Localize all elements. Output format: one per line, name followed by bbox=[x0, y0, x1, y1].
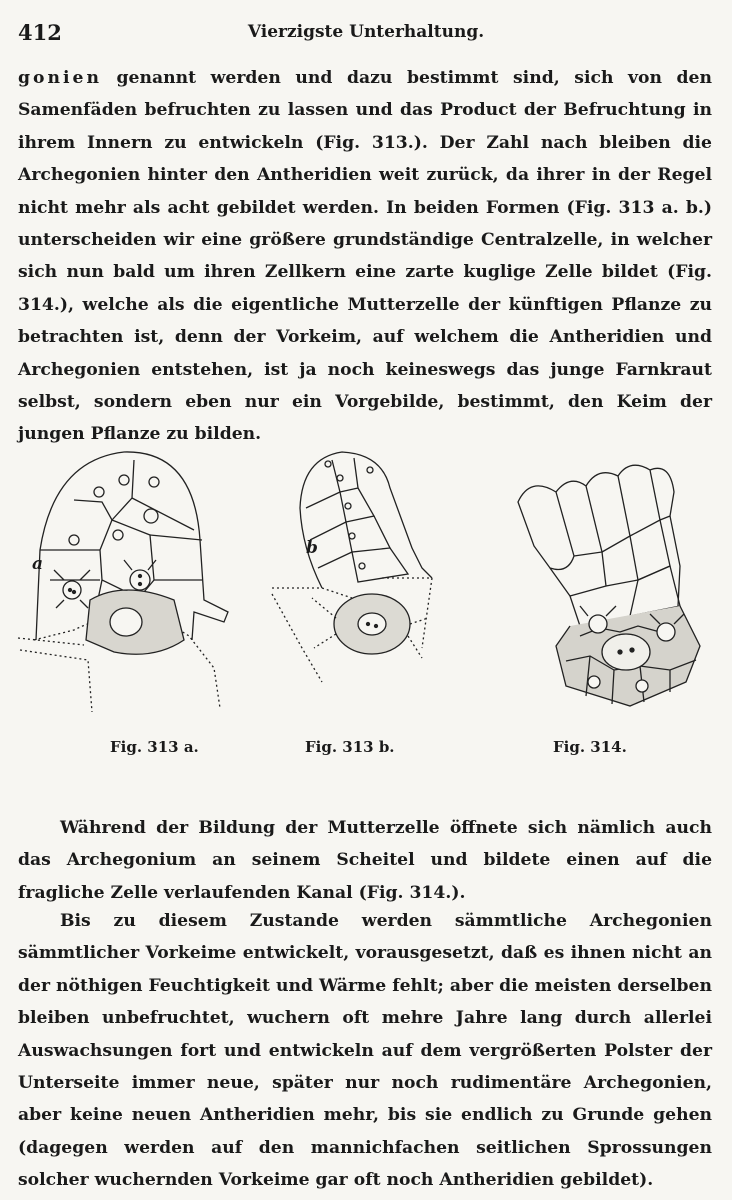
paragraph-1 bbox=[18, 62, 712, 451]
caption-fig-313b: Fig. 313 b. bbox=[305, 738, 395, 756]
figure-313b bbox=[262, 448, 442, 688]
paragraph-2: Während der Bildung der Mutterzelle öffnete sich nämlich auch das Archegonium an seinem Scheitel und bildete einen auf die fragliche Zelle verlaufenden Kanal (Fig. 314.). bbox=[18, 818, 712, 903]
caption-fig-313a: Fig. 313 a. bbox=[110, 738, 199, 756]
figure-314 bbox=[510, 456, 730, 710]
figure-label-a: a bbox=[32, 554, 44, 574]
running-head: Vierzigste Unterhaltung. bbox=[247, 22, 485, 42]
figure-label-b: b bbox=[306, 538, 318, 558]
figure-313a bbox=[14, 440, 240, 712]
caption-fig-314: Fig. 314. bbox=[553, 738, 627, 756]
paragraph-1-first-word: gonien bbox=[18, 68, 102, 88]
page-number: 412 bbox=[18, 20, 62, 45]
paragraph-3: Bis zu diesem Zustande werden sämmtliche Archegonien sämmtlicher Vorkeime entwickelt, vorausgesetzt, daß es ihnen nicht an der nöthigen Feuchtigkeit und Wärme fehlt; aber die meisten derselben bleiben unbefruchtet, wuchern oft mehre Jahre lang durch allerlei Auswachsungen fort und entwickeln auf dem vergrößerten Polster der Unterseite immer neue, später nur noch rudimentäre Archegonien, aber keine neuen Antheridien mehr, bis sie endlich zu Grunde gehen (dagegen werden auf den mannichfachen seitlichen Sprossungen solcher wuchernden Vorkeime gar oft noch Antheridien gebildet). bbox=[18, 911, 712, 1191]
paragraph-1-text: genannt werden und dazu bestimmt sind, sich von den Samenfäden befruchten zu lassen und das Product der Befruchtung in ihrem Innern zu entwickeln (Fig. 313.). Der Zahl nach bleiben die Archegonien hinter den Antheridien weit zurück, da ihrer in der Regel nicht mehr als acht gebildet werden. In beiden Formen (Fig. 313 a. b.) unterscheiden wir eine größere grundständige Centralzelle, in welcher sich nun bald um ihren Zellkern eine zarte kuglige Zelle bildet (Fig. 314.), welche als die eigentliche Mutterzelle der künftigen Pflanze zu betrachten ist, denn der Vorkeim, auf welchem die Antheridien und Archegonien entstehen, ist ja noch keineswegs das junge Farnkraut selbst, sondern eben nur ein Vorgebilde, bestimmt, den Keim der jungen Pflanze zu bilden. bbox=[18, 68, 712, 445]
page-header bbox=[18, 20, 714, 50]
